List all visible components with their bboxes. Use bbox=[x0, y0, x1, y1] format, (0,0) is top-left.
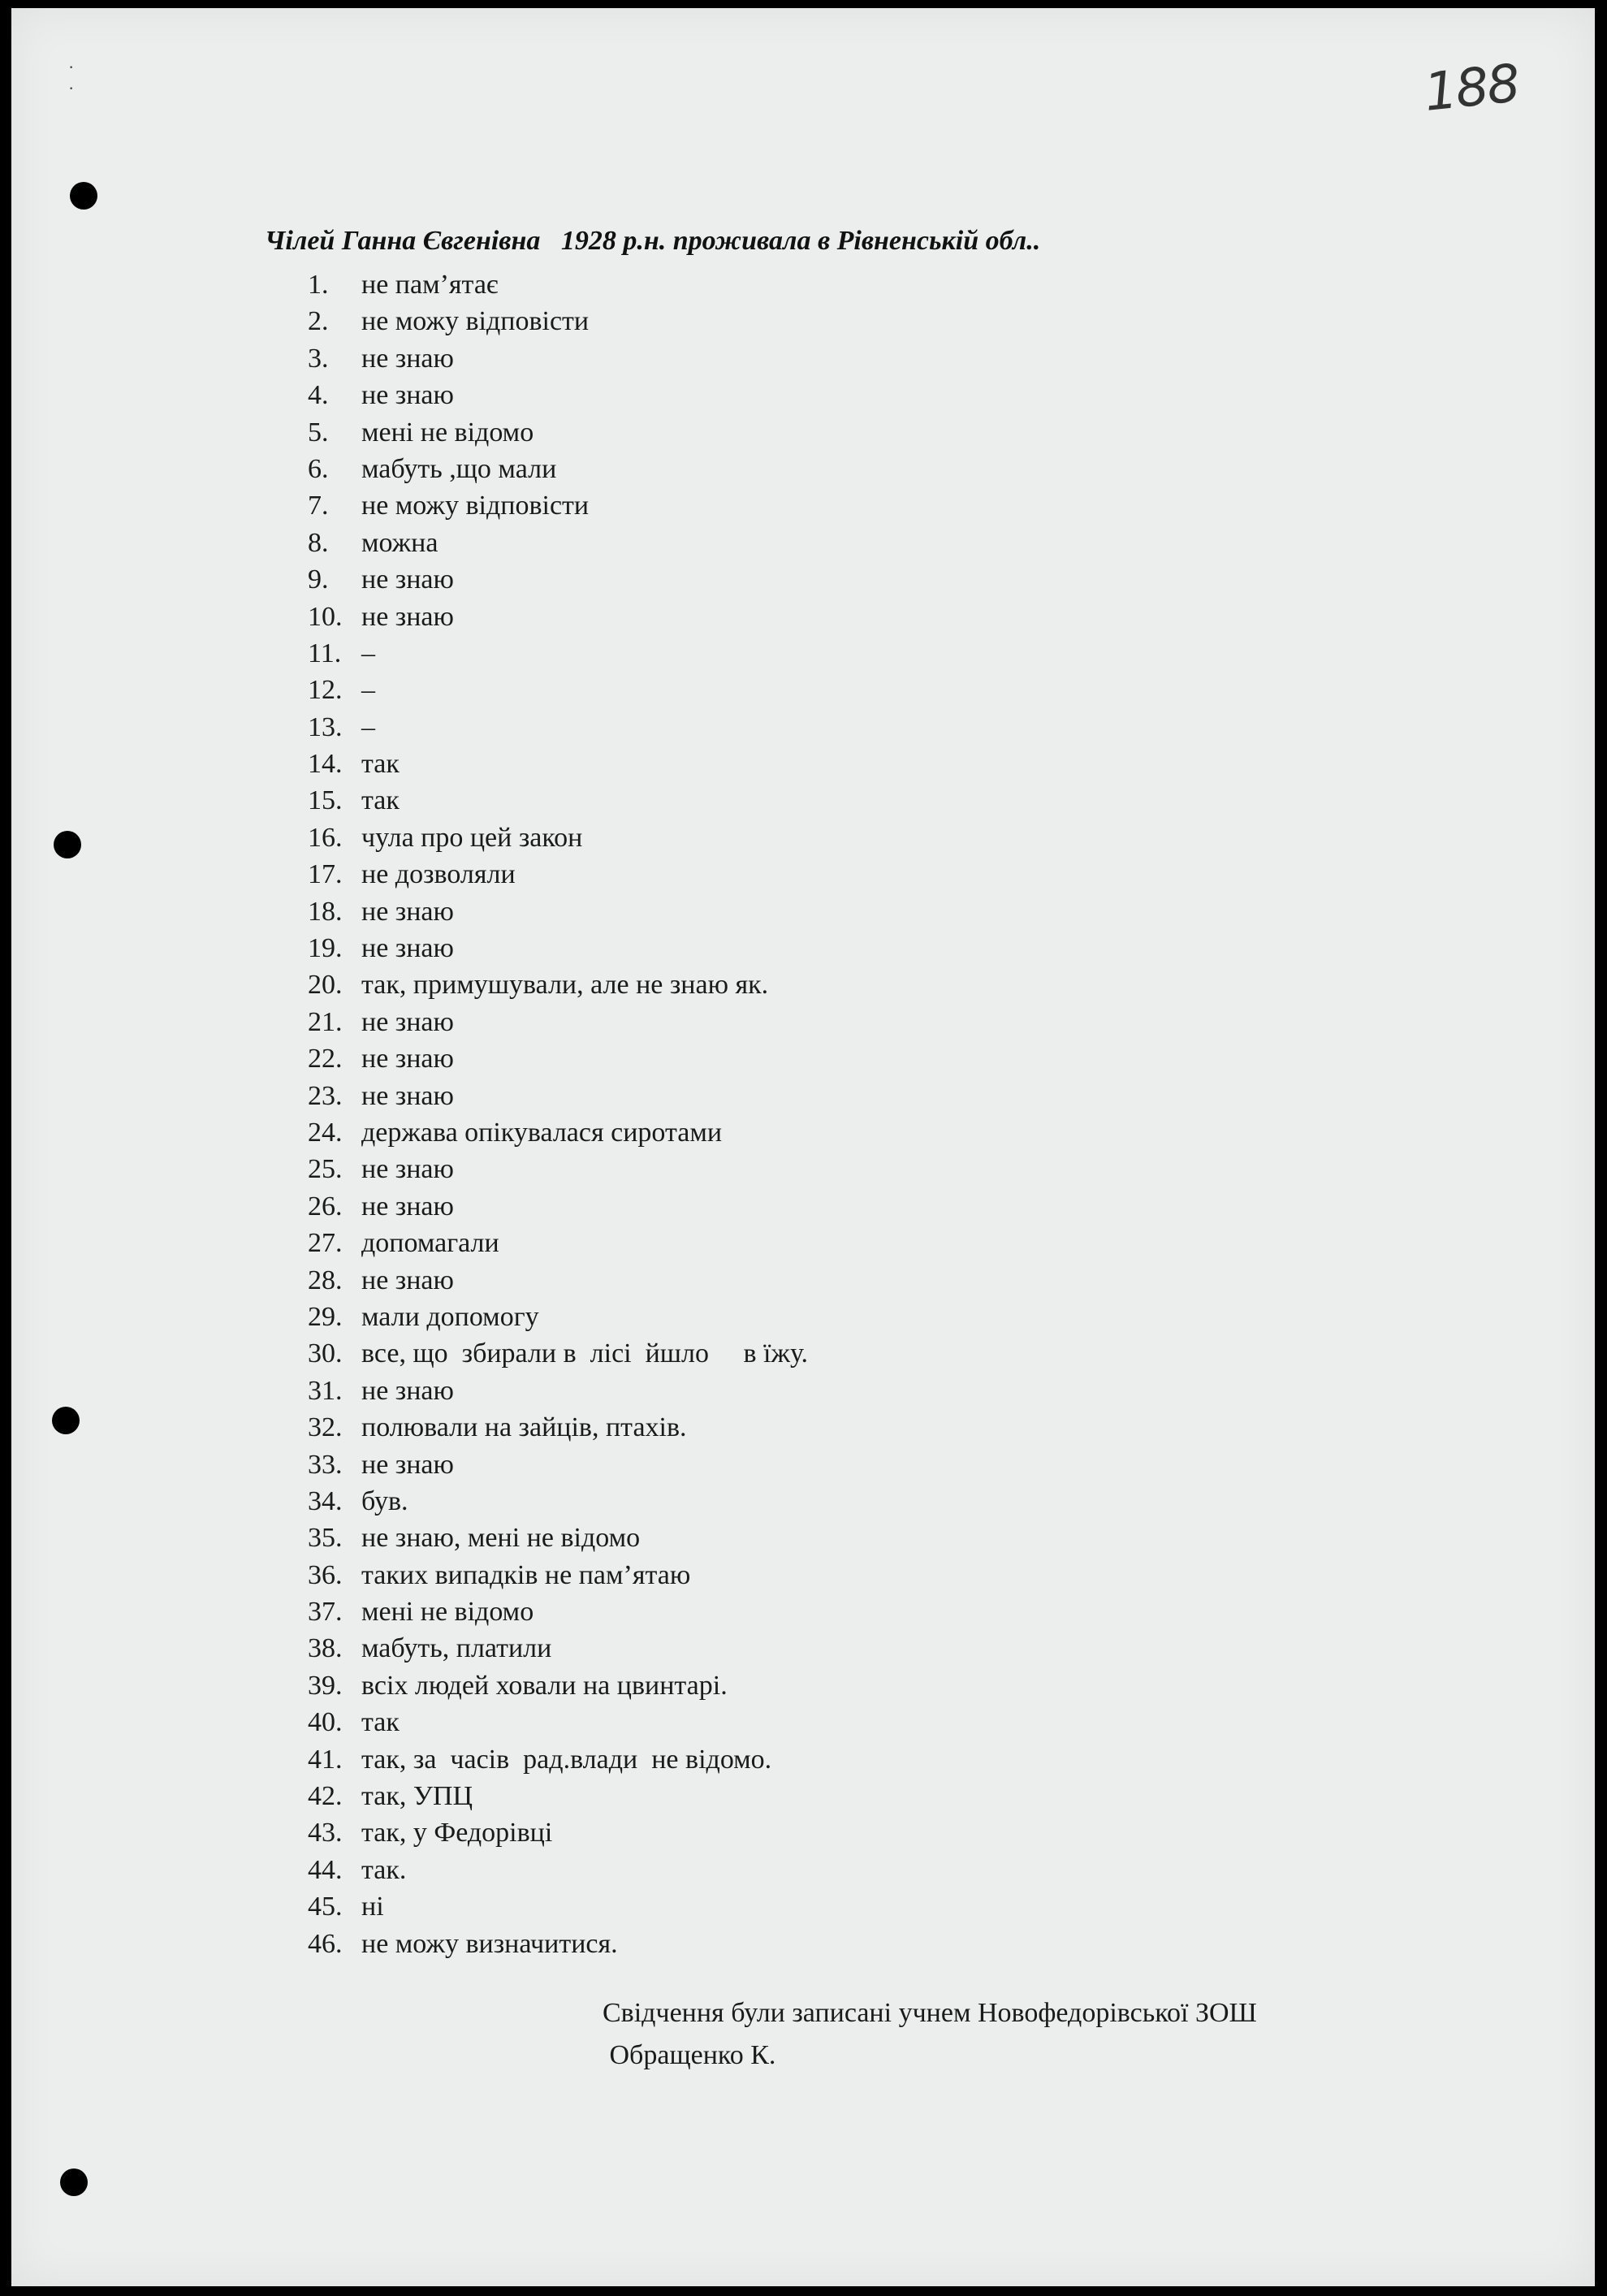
answer-number: 33. bbox=[308, 1449, 343, 1480]
answer-number: 4. bbox=[308, 380, 329, 411]
answer-text: так, УПЦ bbox=[361, 1781, 473, 1812]
answer-item bbox=[308, 414, 808, 451]
answer-text: можна bbox=[361, 527, 438, 558]
answer-item bbox=[308, 1814, 808, 1851]
answer-number: 42. bbox=[308, 1781, 343, 1812]
answer-number: 39. bbox=[308, 1670, 343, 1701]
answer-number: 19. bbox=[308, 933, 343, 964]
answer-item bbox=[308, 1888, 808, 1925]
answer-text: не знаю bbox=[361, 1154, 454, 1185]
answer-number: 44. bbox=[308, 1854, 343, 1885]
answer-number: 7. bbox=[308, 491, 329, 521]
answer-item bbox=[308, 1520, 808, 1556]
answer-item bbox=[308, 487, 808, 524]
answer-number: 40. bbox=[308, 1707, 343, 1738]
answer-item bbox=[308, 1557, 808, 1593]
answer-item bbox=[308, 856, 808, 893]
answer-number: 22. bbox=[308, 1044, 343, 1074]
answer-text: – bbox=[361, 675, 375, 706]
answer-text: не знаю bbox=[361, 1191, 454, 1222]
answer-text: не знаю bbox=[361, 343, 454, 374]
answer-text: був. bbox=[361, 1485, 408, 1516]
answer-item bbox=[308, 930, 808, 966]
answer-number: 11. bbox=[308, 638, 342, 668]
answer-text: не знаю bbox=[361, 1449, 454, 1480]
answer-text: чула про цей закон bbox=[361, 822, 583, 853]
answer-number: 37. bbox=[308, 1597, 343, 1628]
answer-number: 38. bbox=[308, 1633, 343, 1664]
answer-item bbox=[308, 303, 808, 339]
answer-number: 24. bbox=[308, 1117, 343, 1148]
answer-text: не знаю bbox=[361, 1265, 454, 1295]
answer-number: 23. bbox=[308, 1080, 343, 1111]
answer-item bbox=[308, 1446, 808, 1483]
punch-hole-icon bbox=[54, 831, 81, 858]
answer-item bbox=[308, 1078, 808, 1114]
answer-number: 46. bbox=[308, 1928, 343, 1959]
answer-number: 25. bbox=[308, 1154, 343, 1185]
answer-text: не знаю, мені не відомо bbox=[361, 1523, 641, 1554]
answer-item bbox=[308, 1114, 808, 1151]
answer-number: 27. bbox=[308, 1228, 343, 1259]
answer-number: 26. bbox=[308, 1191, 343, 1222]
answer-text: не знаю bbox=[361, 896, 454, 927]
answer-item bbox=[308, 1630, 808, 1667]
answer-number: 20. bbox=[308, 970, 343, 1001]
answer-text: – bbox=[361, 711, 375, 742]
answer-item bbox=[308, 377, 808, 413]
answer-item bbox=[308, 746, 808, 782]
answer-text: не знаю bbox=[361, 380, 454, 411]
answer-text: не знаю bbox=[361, 933, 454, 964]
answer-text: не знаю bbox=[361, 1375, 454, 1406]
answer-number: 13. bbox=[308, 711, 343, 742]
punch-hole-icon bbox=[52, 1407, 80, 1434]
answer-number: 35. bbox=[308, 1523, 343, 1554]
answer-number: 16. bbox=[308, 822, 343, 853]
handwritten-page-number: 188 bbox=[1421, 54, 1522, 123]
answer-number: 30. bbox=[308, 1338, 343, 1369]
answer-number: 31. bbox=[308, 1375, 343, 1406]
answer-number: 32. bbox=[308, 1412, 343, 1443]
scan-specks: · · bbox=[68, 57, 75, 98]
answer-item bbox=[308, 782, 808, 819]
answer-text: не знаю bbox=[361, 1006, 454, 1037]
answer-text: мені не відомо bbox=[361, 417, 534, 448]
answer-item bbox=[308, 635, 808, 672]
answer-item bbox=[308, 525, 808, 561]
answer-item bbox=[308, 340, 808, 377]
answer-item bbox=[308, 1299, 808, 1335]
answer-item bbox=[308, 1373, 808, 1409]
answer-item bbox=[308, 1335, 808, 1372]
answer-item bbox=[308, 1593, 808, 1630]
answer-item bbox=[308, 599, 808, 635]
answer-item bbox=[308, 1852, 808, 1888]
answer-item bbox=[308, 266, 808, 303]
answer-number: 29. bbox=[308, 1301, 343, 1332]
answer-text: мабуть, платили bbox=[361, 1633, 552, 1664]
punch-hole-icon bbox=[70, 182, 97, 210]
respondent-heading: Чілей Ганна Євгенівна 1928 р.н. проживала в Рівненській обл.. bbox=[265, 226, 1041, 256]
answer-text: так, за часів рад.влади не відомо. bbox=[361, 1744, 772, 1775]
answer-number: 21. bbox=[308, 1006, 343, 1037]
answer-text: полювали на зайців, птахів. bbox=[361, 1412, 687, 1443]
answer-text: ні bbox=[361, 1892, 384, 1922]
answer-number: 36. bbox=[308, 1559, 343, 1590]
answer-text: не дозволяли bbox=[361, 859, 516, 890]
answer-text: не можу визначитися. bbox=[361, 1928, 618, 1959]
answer-item bbox=[308, 1483, 808, 1520]
answer-number: 10. bbox=[308, 601, 343, 632]
answer-text: не знаю bbox=[361, 601, 454, 632]
answer-number: 2. bbox=[308, 306, 329, 337]
recorder-name: Обращенко К. bbox=[603, 2040, 776, 2070]
answer-number: 6. bbox=[308, 453, 329, 484]
answer-number: 34. bbox=[308, 1485, 343, 1516]
document-page bbox=[11, 8, 1595, 2286]
answer-number: 15. bbox=[308, 785, 343, 816]
answer-item bbox=[308, 451, 808, 487]
answer-number: 5. bbox=[308, 417, 329, 448]
answer-text: допомагали bbox=[361, 1228, 499, 1259]
answer-text: таких випадків не пам’ятаю bbox=[361, 1559, 691, 1590]
answer-text: – bbox=[361, 638, 375, 668]
answer-item bbox=[308, 709, 808, 746]
answer-text: так bbox=[361, 1707, 400, 1738]
answer-number: 43. bbox=[308, 1818, 343, 1848]
answer-item bbox=[308, 966, 808, 1003]
answer-item bbox=[308, 672, 808, 708]
answer-number: 1. bbox=[308, 270, 329, 300]
answer-item bbox=[308, 1704, 808, 1740]
answer-number: 17. bbox=[308, 859, 343, 890]
answer-item bbox=[308, 1040, 808, 1077]
answer-text: не можу відповісти bbox=[361, 491, 590, 521]
answer-text: мені не відомо bbox=[361, 1597, 534, 1628]
answer-text: так, у Федорівці bbox=[361, 1818, 553, 1848]
answer-number: 3. bbox=[308, 343, 329, 374]
answer-text: не знаю bbox=[361, 1080, 454, 1111]
answer-text: так, примушували, але не знаю як. bbox=[361, 970, 769, 1001]
recorder-note bbox=[603, 1992, 1257, 2077]
answer-number: 28. bbox=[308, 1265, 343, 1295]
answer-text: мабуть ,що мали bbox=[361, 453, 557, 484]
answer-text: так bbox=[361, 749, 400, 780]
punch-hole-icon bbox=[60, 2168, 88, 2196]
answer-item bbox=[308, 1667, 808, 1704]
answer-item bbox=[308, 1778, 808, 1814]
answer-text: всіх людей ховали на цвинтарі. bbox=[361, 1670, 728, 1701]
answer-number: 8. bbox=[308, 527, 329, 558]
answer-text: не знаю bbox=[361, 1044, 454, 1074]
answer-text: не знаю bbox=[361, 564, 454, 595]
recorder-note-line: Свідчення були записані учнем Новофедорівської ЗОШ bbox=[603, 1998, 1257, 2028]
answer-text: не можу відповісти bbox=[361, 306, 590, 337]
answer-item bbox=[308, 1188, 808, 1225]
answer-item bbox=[308, 561, 808, 598]
answer-item bbox=[308, 1262, 808, 1299]
answer-item bbox=[308, 1926, 808, 1962]
answer-text: не пам’ятає bbox=[361, 270, 499, 300]
answer-item bbox=[308, 1409, 808, 1446]
answer-text: так bbox=[361, 785, 400, 816]
answer-text: мали допомогу bbox=[361, 1301, 539, 1332]
answer-number: 18. bbox=[308, 896, 343, 927]
answer-number: 45. bbox=[308, 1892, 343, 1922]
answer-item bbox=[308, 1004, 808, 1040]
answer-item bbox=[308, 893, 808, 930]
answer-number: 12. bbox=[308, 675, 343, 706]
answer-item bbox=[308, 1225, 808, 1261]
answer-number: 9. bbox=[308, 564, 329, 595]
answer-number: 14. bbox=[308, 749, 343, 780]
answer-text: все, що збирали в лісі йшло в їжу. bbox=[361, 1338, 809, 1369]
answer-text: так. bbox=[361, 1854, 407, 1885]
answer-item bbox=[308, 1151, 808, 1187]
answer-item bbox=[308, 1741, 808, 1778]
answer-item bbox=[308, 819, 808, 856]
answer-text: держава опікувалася сиротами bbox=[361, 1117, 723, 1148]
answers-list bbox=[308, 266, 808, 1962]
answer-number: 41. bbox=[308, 1744, 343, 1775]
